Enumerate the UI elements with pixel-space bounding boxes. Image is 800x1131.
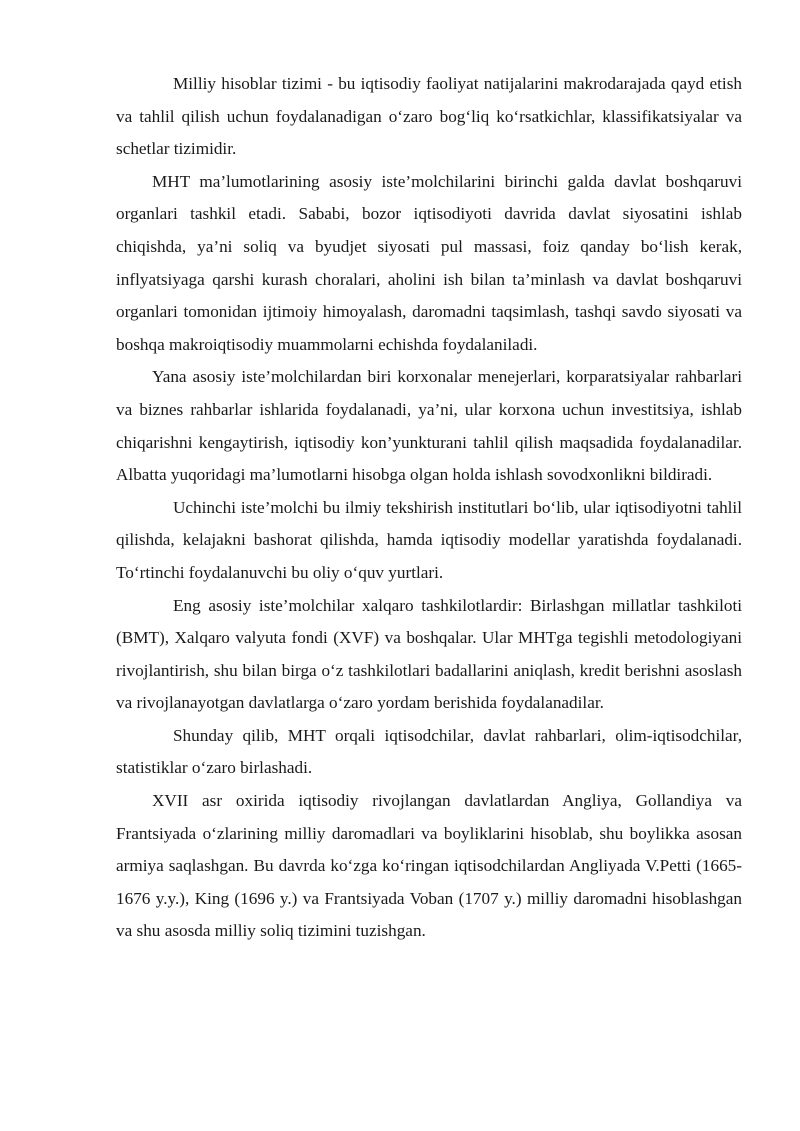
paragraph-summary: Shunday qilib, MHT orqali iqtisodchilar, davlat rahbarlari, olim-iqtisodchilar, statistiklar o‘zaro birlashadi. [116, 725, 742, 778]
paragraph-business-consumers: Yana asosiy iste’molchilardan biri korxonalar menejerlari, korparatsiyalar rahbarlari va biznes rahbarlar ishlarida foydalanadi, ya’ni, ular korxona uchun investitsiya, ishlab chiqarishni kengaytirish, iqtisodiy kon’yunkturani tahlil qilish maqsadida foydalanadilar. Albatta yuqoridagi ma’lumotlarni hisobga olgan holda ishlash sovodxonlikni bildiradi. [116, 367, 742, 485]
paragraph-history: XVII asr oxirida iqtisodiy rivojlangan davlatlardan Angliya, Gollandiya va Frantsiyada o‘zlarining milliy daromadlari va boyliklarini hisoblab, shu boylikka asosan armiya saqlashgan. Bu davrda ko‘zga ko‘ringan iqtisodchilardan Angliyada V.Petti (1665-1676 y.y.), King (1696 y.) va Frantsiyada Voban (1707 y.) milliy daromadni hisoblashgan va shu asosda milliy soliq tizimini tuzishgan. [116, 791, 742, 941]
paragraph-research-consumers: Uchinchi iste’molchi bu ilmiy tekshirish institutlari bo‘lib, ular iqtisodiyotni tahlil qilishda, kelajakni bashorat qilishda, hamda iqtisodiy modellar yaratishda foydalanadi. To‘rtinchi foydalanuvchi bu oliy o‘quv yurtlari. [116, 497, 742, 582]
paragraph-definition: Milliy hisoblar tizimi - bu iqtisodiy faoliyat natijalarini makrodarajada qayd etish va tahlil qilish uchun foydalanadigan o‘zaro bog‘liq ko‘rsatkichlar, klassifikatsiyalar va schetlar tizimidir. [116, 74, 742, 159]
paragraph-government-consumers: MHT ma’lumotlarining asosiy iste’molchilarini birinchi galda davlat boshqaruvi organlari tashkil etadi. Sababi, bozor iqtisodiyoti davrida davlat siyosatini ishlab chiqishda, ya’ni soliq va byudjet siyosati pul massasi, foiz qanday bo‘lish kerak, inflyatsiyaga qarshi kurash choralari, aholini ish bilan ta’minlash va davlat boshqaruvi organlari tomonidan ijtimoiy himoyalash, daromadni taqsimlash, tashqi savdo siyosati va boshqa makroiqtisodiy muammolarni echishda foydalaniladi. [116, 171, 742, 354]
paragraph-international-consumers: Eng asosiy iste’molchilar xalqaro tashkilotlardir: Birlashgan millatlar tashkiloti (BMT), Xalqaro valyuta fondi (XVF) va boshqalar. Ular MHTga tegishli metodologiyani rivojlantirish, shu bilan birga o‘z tashkilotlari badallarini aniqlash, kredit berishni asoslash va rivojlanayotgan davlatlarga o‘zaro yordam berishida foydalanadilar. [116, 595, 742, 713]
document-page [116, 68, 742, 948]
